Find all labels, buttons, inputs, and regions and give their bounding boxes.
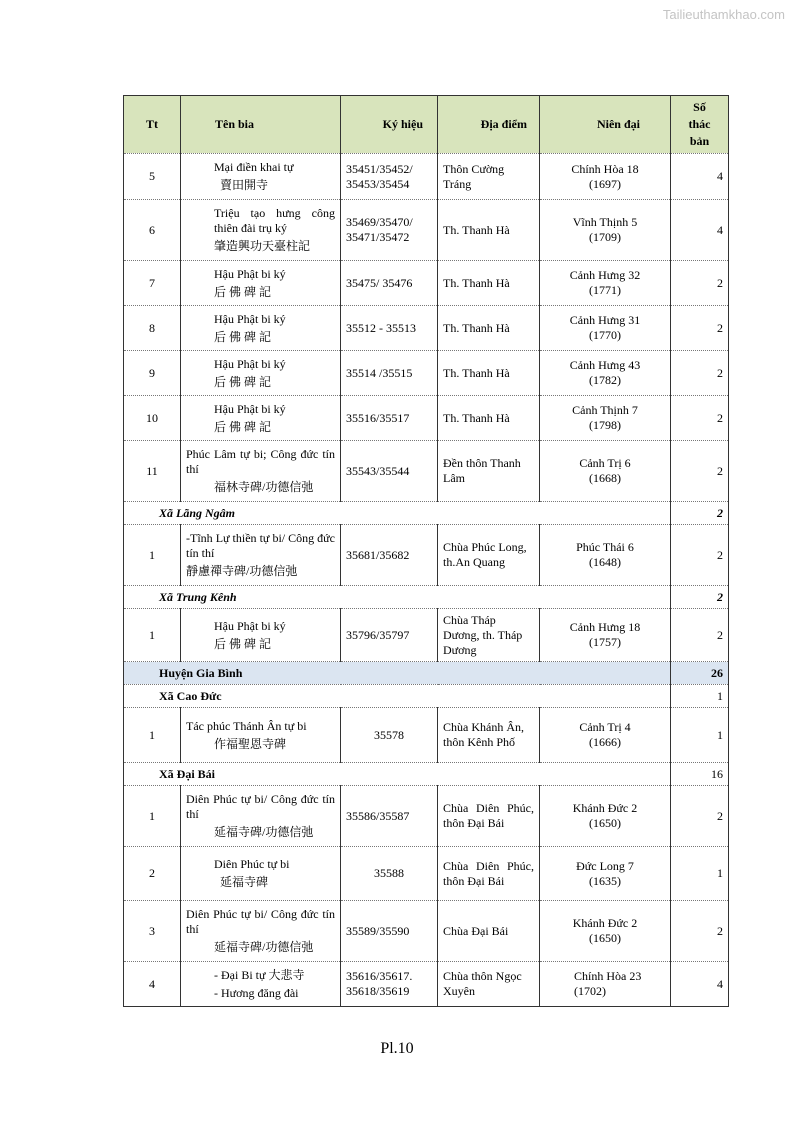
row-nien-dai: Cảnh Trị 6 (1668) — [540, 441, 671, 502]
row-nien-dai: Khánh Đức 2 (1650) — [540, 901, 671, 962]
header-thac: thác — [688, 117, 711, 131]
row-dia-diem: Chùa Phúc Long, th.An Quang — [438, 525, 540, 586]
row-ky-hieu: 35588 — [341, 847, 438, 901]
row-name: - Đại Bi tự 大悲寺 - Hương đăng đài — [181, 962, 341, 1007]
row-name: Hậu Phật bi ký 后 佛 碑 記 — [181, 396, 341, 441]
commune-label: Xã Đại Bái — [124, 763, 671, 786]
row-name: Triệu tạo hưng công thiên đài trụ ký 肇造興功天臺柱記 — [181, 200, 341, 261]
row-so-ban: 2 — [671, 306, 729, 351]
row-ky-hieu: 35616/35617. 35618/35619 — [341, 962, 438, 1007]
row-ky-hieu: 35451/35452/ 35453/35454 — [341, 154, 438, 200]
row-dia-diem: Chùa Diên Phúc, thôn Đại Bái — [438, 847, 540, 901]
row-name: Tác phúc Thánh Ân tự bi 作福聖恩寺碑 — [181, 708, 341, 763]
row-ky-hieu: 35796/35797 — [341, 609, 438, 662]
row-tt: 10 — [124, 396, 181, 441]
row-nien-dai: Cảnh Hưng 43 (1782) — [540, 351, 671, 396]
row-name: Hậu Phật bi ký 后 佛 碑 記 — [181, 351, 341, 396]
row-tt: 5 — [124, 154, 181, 200]
row-tt: 1 — [124, 708, 181, 763]
header-nien-dai: Niên đại — [540, 96, 671, 154]
group-label: Xã Trung Kênh — [124, 586, 671, 609]
row-nien-dai: Chính Hòa 23 (1702) — [540, 962, 671, 1007]
row-dia-diem: Chùa Tháp Dương, th. Tháp Dương — [438, 609, 540, 662]
group-row-lang-ngam — [124, 502, 729, 525]
table-header-row — [124, 96, 729, 154]
row-name: Diên Phúc tự bi 延福寺碑 — [181, 847, 341, 901]
row-dia-diem: Chùa Diên Phúc, thôn Đại Bái — [438, 786, 540, 847]
row-so-ban: 2 — [671, 441, 729, 502]
district-count: 26 — [671, 662, 729, 685]
commune-count: 1 — [671, 685, 729, 708]
table-row — [124, 441, 729, 502]
table-row — [124, 962, 729, 1007]
table-row — [124, 261, 729, 306]
row-dia-diem: Th. Thanh Hà — [438, 306, 540, 351]
commune-row-cao-duc — [124, 685, 729, 708]
row-ky-hieu: 35469/35470/ 35471/35472 — [341, 200, 438, 261]
row-so-ban: 2 — [671, 396, 729, 441]
row-nien-dai: Đức Long 7 (1635) — [540, 847, 671, 901]
row-name: Diên Phúc tự bi/ Công đức tín thí 延福寺碑/功德信弛 — [181, 786, 341, 847]
table-row — [124, 847, 729, 901]
row-ky-hieu: 35578 — [341, 708, 438, 763]
row-so-ban: 4 — [671, 154, 729, 200]
row-dia-diem: Th. Thanh Hà — [438, 200, 540, 261]
row-dia-diem: Th. Thanh Hà — [438, 261, 540, 306]
row-name: Diên Phúc tự bi/ Công đức tín thí 延福寺碑/功德信弛 — [181, 901, 341, 962]
row-tt: 6 — [124, 200, 181, 261]
row-tt: 8 — [124, 306, 181, 351]
commune-row-dai-bai — [124, 763, 729, 786]
row-dia-diem: Chùa Khánh Ân, thôn Kênh Phố — [438, 708, 540, 763]
row-ky-hieu: 35589/35590 — [341, 901, 438, 962]
row-nien-dai: Cảnh Hưng 18 (1757) — [540, 609, 671, 662]
table-row — [124, 708, 729, 763]
row-dia-diem: Th. Thanh Hà — [438, 351, 540, 396]
stele-table — [123, 95, 729, 1007]
header-ten-bia: Tên bia — [181, 96, 341, 154]
table-row — [124, 351, 729, 396]
row-ky-hieu: 35514 /35515 — [341, 351, 438, 396]
row-dia-diem: Thôn Cường Tráng — [438, 154, 540, 200]
row-ky-hieu: 35543/35544 — [341, 441, 438, 502]
page-number: Pl.10 — [380, 1040, 414, 1057]
row-so-ban: 2 — [671, 786, 729, 847]
row-nien-dai: Cảnh Trị 4 (1666) — [540, 708, 671, 763]
row-nien-dai: Khánh Đức 2 (1650) — [540, 786, 671, 847]
district-row-gia-binh — [124, 662, 729, 685]
row-tt: 11 — [124, 441, 181, 502]
row-so-ban: 2 — [671, 351, 729, 396]
district-label: Huyện Gia Bình — [124, 662, 671, 685]
header-dia-diem: Địa điểm — [438, 96, 540, 154]
table-row — [124, 154, 729, 200]
row-so-ban: 2 — [671, 901, 729, 962]
row-nien-dai: Chính Hòa 18 (1697) — [540, 154, 671, 200]
row-name: -Tĩnh Lự thiền tự bi/ Công đức tín thí 靜慮禪寺碑/功德信弛 — [181, 525, 341, 586]
row-name: Mại điền khai tự 賣田開寺 — [181, 154, 341, 200]
table-row — [124, 786, 729, 847]
row-so-ban: 4 — [671, 962, 729, 1007]
row-tt: 2 — [124, 847, 181, 901]
row-tt: 1 — [124, 609, 181, 662]
row-tt: 3 — [124, 901, 181, 962]
table-row — [124, 525, 729, 586]
group-label: Xã Lãng Ngâm — [124, 502, 671, 525]
row-ky-hieu: 35586/35587 — [341, 786, 438, 847]
row-dia-diem: Đền thôn Thanh Lâm — [438, 441, 540, 502]
row-tt: 1 — [124, 786, 181, 847]
row-name: Hậu Phật bi ký 后 佛 碑 記 — [181, 261, 341, 306]
row-tt: 9 — [124, 351, 181, 396]
header-so: Số — [693, 100, 706, 114]
row-nien-dai: Cảnh Hưng 32 (1771) — [540, 261, 671, 306]
commune-count: 16 — [671, 763, 729, 786]
row-ky-hieu: 35681/35682 — [341, 525, 438, 586]
table-row — [124, 200, 729, 261]
group-row-trung-kenh — [124, 586, 729, 609]
row-so-ban: 2 — [671, 261, 729, 306]
table-row — [124, 396, 729, 441]
watermark: Tailieuthamkhao.com — [662, 7, 785, 22]
table-row — [124, 609, 729, 662]
row-dia-diem: Chùa thôn Ngọc Xuyên — [438, 962, 540, 1007]
commune-label: Xã Cao Đức — [124, 685, 671, 708]
header-tt: Tt — [124, 96, 181, 154]
row-ky-hieu: 35475/ 35476 — [341, 261, 438, 306]
row-dia-diem: Chùa Đại Bái — [438, 901, 540, 962]
table-row — [124, 306, 729, 351]
row-so-ban: 2 — [671, 609, 729, 662]
row-tt: 4 — [124, 962, 181, 1007]
row-so-ban: 1 — [671, 708, 729, 763]
row-so-ban: 1 — [671, 847, 729, 901]
row-nien-dai: Cảnh Hưng 31 (1770) — [540, 306, 671, 351]
row-so-ban: 2 — [671, 525, 729, 586]
row-ky-hieu: 35512 - 35513 — [341, 306, 438, 351]
row-name: Hậu Phật bi ký 后 佛 碑 記 — [181, 609, 341, 662]
table-row — [124, 901, 729, 962]
group-count: 2 — [671, 502, 729, 525]
row-tt: 7 — [124, 261, 181, 306]
row-nien-dai: Phúc Thái 6 (1648) — [540, 525, 671, 586]
row-name: Hậu Phật bi ký 后 佛 碑 記 — [181, 306, 341, 351]
row-nien-dai: Vĩnh Thịnh 5 (1709) — [540, 200, 671, 261]
header-ky-hieu: Ký hiệu — [341, 96, 438, 154]
row-dia-diem: Th. Thanh Hà — [438, 396, 540, 441]
row-name: Phúc Lâm tự bi; Công đức tín thí 福林寺碑/功德信弛 — [181, 441, 341, 502]
row-tt: 1 — [124, 525, 181, 586]
row-so-ban: 4 — [671, 200, 729, 261]
row-ky-hieu: 35516/35517 — [341, 396, 438, 441]
group-count: 2 — [671, 586, 729, 609]
row-nien-dai: Cảnh Thịnh 7 (1798) — [540, 396, 671, 441]
header-ban: bản — [689, 134, 710, 148]
header-so-thac-ban — [671, 96, 729, 154]
